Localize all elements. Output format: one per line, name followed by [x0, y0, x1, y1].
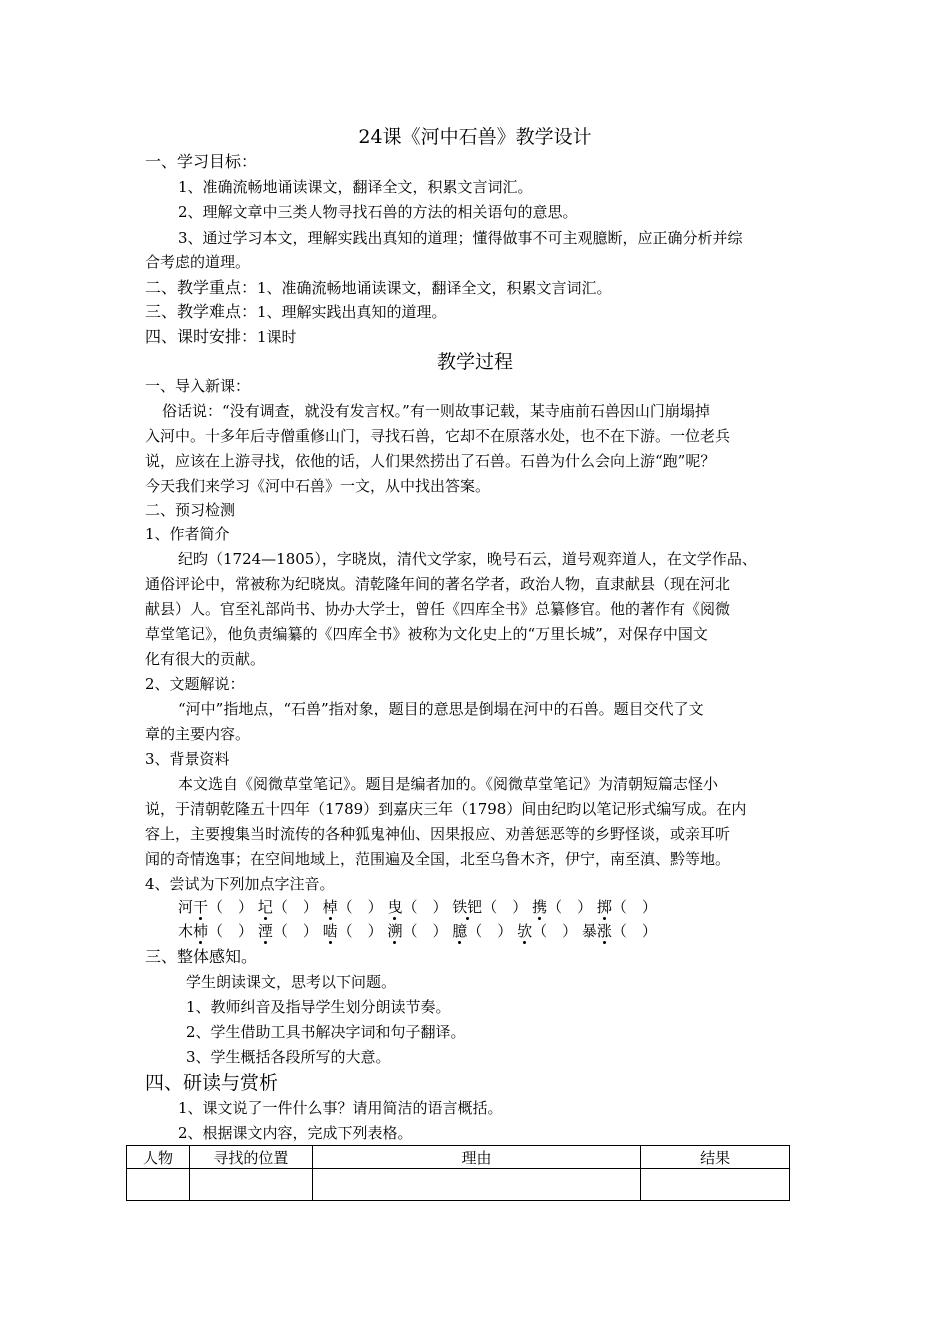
- table-header-cell: 人物: [127, 1146, 190, 1169]
- difficulty-row: [145, 301, 447, 323]
- answer-blank: （ ）: [272, 922, 318, 940]
- answer-blank: （ ）: [402, 898, 448, 916]
- pinyin-prefix: 木: [178, 922, 194, 940]
- schedule-text: 1课时: [257, 328, 297, 346]
- pinyin-prefix: 暴: [581, 922, 597, 940]
- dotted-char: 携: [532, 898, 548, 916]
- dotted-char: 啮: [322, 922, 338, 940]
- background-line-4: 闻的奇情逸事；在空间地域上，范围遍及全国，北至乌鲁木齐，伊宁，南至滇、黔等地。: [145, 850, 731, 868]
- document-title: 24课《河中石兽》教学设计: [358, 126, 592, 148]
- title-explain-line-2: 章的主要内容。: [145, 725, 251, 743]
- intro-line-3: 说，应该在上游寻找，依他的话，人们果然捞出了石兽。石兽为什么会向上游“跑”呢？: [145, 452, 716, 470]
- pinyin-row-1: [178, 897, 657, 917]
- table-header-row: [127, 1146, 790, 1169]
- background-line-2: 说，于清朝乾隆五十四年（1789）到嘉庆三年（1798）间由纪昀以笔记形式编写成。在内: [145, 800, 747, 818]
- study-line-2: 2、根据课文内容，完成下列表格。: [178, 1124, 413, 1142]
- table-header-cell: 理由: [312, 1146, 640, 1169]
- objective-item-3-line-1: 3、通过学习本文，理解实践出真知的道理；懂得做事不可主观臆断，应正确分析并综: [178, 229, 743, 247]
- overall-line-1: 学生朗读课文，思考以下问题。: [186, 973, 397, 991]
- dotted-char: 臆: [452, 922, 468, 940]
- pinyin-prefix: 河: [178, 898, 194, 916]
- dotted-char: 溯: [387, 922, 403, 940]
- key-point-row: [145, 277, 612, 299]
- intro-heading: 一、导入新课：: [145, 377, 251, 395]
- intro-line-2: 入河中。十多年后寺僧重修山门，寻找石兽，它却不在原落水处，也不在下游。一位老兵: [145, 427, 731, 445]
- overall-line-2: 1、教师纠音及指导学生划分朗读节奏。: [186, 998, 451, 1016]
- overall-line-3: 2、学生借助工具书解决字词和句子翻译。: [186, 1023, 466, 1041]
- process-title: 教学过程: [436, 351, 513, 373]
- dotted-char: 铁钯: [452, 898, 483, 916]
- background-line-3: 容上，主要搜集当时流传的各种狐鬼神仙、因果报应、劝善惩恶等的乡野怪谈，或亲耳听: [145, 825, 731, 843]
- table-row: [127, 1169, 790, 1201]
- pinyin-heading: 4、尝试为下列加点字注音。: [145, 875, 335, 893]
- author-line-2: 通俗评论中，常被称为纪晓岚。清乾隆年间的著名学者，政治人物，直隶献县（现在河北: [145, 575, 731, 593]
- overall-line-4: 3、学生概括各段所写的大意。: [186, 1048, 391, 1066]
- dotted-char: 杮: [193, 922, 209, 940]
- answer-blank: （ ）: [611, 898, 657, 916]
- study-heading: 四、研读与赏析: [145, 1072, 279, 1094]
- answer-blank: （ ）: [337, 922, 383, 940]
- table-cell[interactable]: [127, 1169, 190, 1201]
- dotted-char: 涨: [596, 922, 612, 940]
- answer-blank: （ ）: [337, 898, 383, 916]
- answer-blank: （ ）: [402, 922, 448, 940]
- answer-blank: （ ）: [547, 898, 593, 916]
- author-line-1: 纪昀（1724—1805），字晓岚，清代文学家，晚号石云，道号观弈道人，在文学作品、: [178, 550, 757, 568]
- background-heading: 3、背景资料: [145, 750, 230, 768]
- answer-blank: （ ）: [532, 922, 578, 940]
- key-point-text: 1、准确流畅地诵读课文，翻译全文，积累文言词汇。: [257, 279, 612, 297]
- intro-line-1: 俗话说：“没有调查，就没有发言权。”有一则故事记载，某寺庙前石兽因山门崩塌掉: [162, 402, 710, 420]
- dotted-char: 干: [193, 898, 209, 916]
- answer-blank: （ ）: [208, 922, 254, 940]
- table-cell[interactable]: [641, 1169, 790, 1201]
- overall-heading: 三、整体感知。: [145, 947, 258, 966]
- objective-item-3-line-2: 合考虑的道理。: [145, 253, 251, 271]
- intro-line-4: 今天我们来学习《河中石兽》一文，从中找出答案。: [145, 477, 491, 495]
- dotted-char: 欤: [517, 922, 533, 940]
- title-explain-heading: 2、文题解说：: [145, 675, 245, 693]
- dotted-char: 湮: [257, 922, 273, 940]
- title-explain-line-1: “河中”指地点，“石兽”指对象，题目的意思是倒塌在河中的石兽。题目交代了文: [178, 700, 704, 718]
- dotted-char: 掷: [596, 898, 612, 916]
- answer-blank: （ ）: [611, 922, 657, 940]
- dotted-char: 圮: [257, 898, 273, 916]
- dotted-char: 棹: [322, 898, 338, 916]
- answer-blank: （ ）: [208, 898, 254, 916]
- key-point-label: 二、教学重点：: [145, 278, 258, 297]
- difficulty-label: 三、教学难点：: [145, 302, 258, 321]
- author-line-4: 草堂笔记》，他负责编纂的《四库全书》被称为文化史上的“万里长城”，对保存中国文: [145, 625, 708, 643]
- answer-blank: （ ）: [272, 898, 318, 916]
- author-line-5: 化有很大的贡献。: [145, 650, 266, 668]
- dotted-char: 曳: [387, 898, 403, 916]
- background-line-1: 本文选自《阅微草堂笔记》。题目是编者加的。《阅微草堂笔记》为清朝短篇志怪小: [178, 775, 719, 793]
- author-line-3: 献县）人。官至礼部尚书、协办大学士，曾任《四库全书》总纂修官。他的著作有《阅微: [145, 600, 731, 618]
- answer-blank: （ ）: [467, 922, 513, 940]
- objectives-heading: 一、学习目标：: [145, 152, 258, 171]
- difficulty-text: 1、理解实践出真知的道理。: [257, 303, 447, 321]
- answer-blank: （ ）: [482, 898, 528, 916]
- pinyin-row-2: [178, 921, 657, 941]
- author-heading: 1、作者简介: [145, 525, 230, 543]
- schedule-label: 四、课时安排：: [145, 327, 258, 346]
- search-table: [126, 1145, 790, 1201]
- table-cell[interactable]: [312, 1169, 640, 1201]
- table-cell[interactable]: [189, 1169, 312, 1201]
- preview-heading: 二、预习检测: [145, 501, 236, 519]
- objective-item-1: 1、准确流畅地诵读课文，翻译全文，积累文言词汇。: [178, 178, 533, 196]
- study-line-1: 1、课文说了一件什么事？请用简洁的语言概括。: [178, 1099, 503, 1117]
- objective-item-2: 2、理解文章中三类人物寻找石兽的方法的相关语句的意思。: [178, 203, 578, 221]
- schedule-row: [145, 326, 297, 348]
- table-header-cell: 结果: [641, 1146, 790, 1169]
- table-header-cell: 寻找的位置: [189, 1146, 312, 1169]
